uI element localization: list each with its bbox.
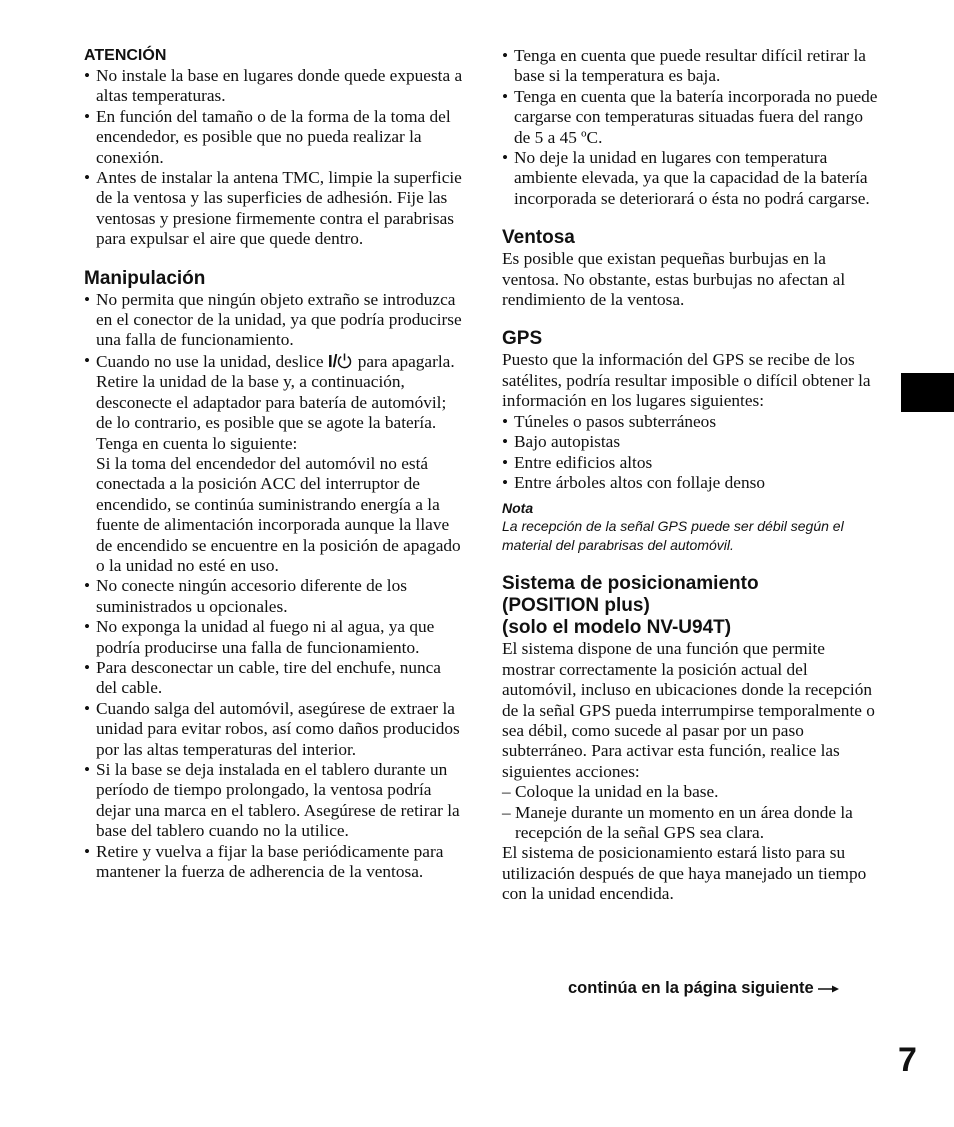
continue-text: continúa en la página siguiente (568, 979, 814, 997)
section-tab-marker (901, 373, 954, 412)
power-icon (337, 353, 352, 369)
sistema-heading-line3: (solo el modelo NV-U94T) (502, 617, 732, 639)
list-item: – Maneje durante un momento en un área donde la recepción de la señal GPS sea clara. (502, 803, 882, 844)
list-item: • Cuando salga del automóvil, asegúrese de extraer la unidad para evitar robos, así como daños producidos por las altas temperaturas del interior. (84, 699, 464, 760)
list-item: • En función del tamaño o de la forma de la toma del encendedor, es posible que no pueda realizar la conexión. (84, 107, 464, 168)
sistema-heading (502, 573, 882, 639)
power-switch-label: I/ (327, 350, 338, 371)
gps-text: Puesto que la información del GPS se recibe de los satélites, podría resultar imposible o difícil obtener la información en los lugares siguientes: (502, 350, 871, 411)
continue-indicator (568, 978, 840, 998)
list-item: • Retire y vuelva a fijar la base periódicamente para mantener la fuerza de adherencia de la ventosa. (84, 842, 464, 883)
list-item: • Tenga en cuenta que la batería incorporada no puede cargarse con temperaturas situadas fuera del rango de 5 a 45 ºC. (502, 87, 882, 148)
list-item: • Túneles o pasos subterráneos (502, 412, 882, 432)
ventosa-heading: Ventosa (502, 227, 575, 249)
note-title: Nota (502, 500, 534, 517)
list-item: • No permita que ningún objeto extraño se introduzca en el conector de la unidad, ya que podría producirse una falla de funcionamiento. (84, 290, 464, 351)
temperature-list (502, 46, 882, 209)
sistema-heading-line1: Sistema de posicionamiento (502, 573, 759, 595)
list-item: • Entre edificios altos (502, 453, 882, 473)
sistema-closing: El sistema de posicionamiento estará listo para su utilización después de que haya manejado un tiempo con la unidad encendida. (502, 843, 867, 904)
gps-list (502, 412, 882, 494)
list-item: • No conecte ningún accesorio diferente de los suministrados u opcionales. (84, 576, 464, 617)
atencion-heading: ATENCIÓN (84, 47, 167, 64)
power-item-text-before: Cuando no use la unidad, deslice (96, 351, 328, 371)
left-column (84, 46, 464, 882)
page-number: 7 (898, 1041, 917, 1079)
arrow-right-icon (818, 984, 840, 994)
list-item: • Antes de instalar la antena TMC, limpie la superficie de la ventosa y las superficies de adhesión. Fije las ventosas y presione firmemente contra el parabrisas para expulsar el aire que quede dentro. (84, 168, 464, 250)
sistema-text: El sistema dispone de una función que permite mostrar correctamente la posición actual del automóvil, incluso en ubicaciones donde la recepción de la señal GPS pueda interrumpirse temporalmente o sea débil, como sucede al pasar por un paso subterráneo. Para activar esta función, realice las siguientes acciones: (502, 639, 875, 781)
ventosa-text: Es posible que existan pequeñas burbujas en la ventosa. No obstante, estas burbujas no afectan al rendimiento de la ventosa. (502, 249, 846, 310)
gps-heading: GPS (502, 328, 543, 350)
sistema-heading-line2: (POSITION plus) (502, 595, 650, 617)
atencion-list (84, 66, 464, 250)
list-item: • Tenga en cuenta que puede resultar difícil retirar la base si la temperatura es baja. (502, 46, 882, 87)
power-item-subparagraph: Si la toma del encendedor del automóvil no está conectada a la posición ACC del interruptor de encendido, se continúa suministrando energía a la fuente de alimentación incorporada aunque la llave de encendido se encuentre en la posición de apagado o la unidad no esté en uso. (96, 453, 461, 575)
list-item: • No exponga la unidad al fuego ni al agua, ya que podría producirse una falla de funcionamiento. (84, 617, 464, 658)
sistema-steps (502, 782, 882, 843)
list-item: – Coloque la unidad en la base. (502, 782, 882, 802)
list-item: • Si la base se deja instalada en el tablero durante un período de tiempo prolongado, la ventosa podría dejar una marca en el tablero. Asegúrese de retirar la base del tablero cuando no la utilice. (84, 760, 464, 842)
list-item: • Entre árboles altos con follaje denso (502, 473, 882, 493)
note-text: La recepción de la señal GPS puede ser débil según el material del parabrisas del automóvil. (502, 518, 844, 554)
manipulacion-list (84, 290, 464, 883)
list-item-power (84, 351, 464, 576)
list-item: • Bajo autopistas (502, 432, 882, 452)
list-item: • No deje la unidad en lugares con temperatura ambiente elevada, ya que la capacidad de la batería incorporada se deteriorará o ésta no podrá cargarse. (502, 148, 882, 209)
right-column (502, 46, 882, 905)
list-item: • No instale la base en lugares donde quede expuesta a altas temperaturas. (84, 66, 464, 107)
manipulacion-heading: Manipulación (84, 267, 206, 289)
list-item: • Para desconectar un cable, tire del enchufe, nunca del cable. (84, 658, 464, 699)
power-item-text-after: para apagarla. Retire la unidad de la base y, a continuación, desconecte el adaptador para batería de automóvil; de lo contrario, es posible que se agote la batería. Tenga en cuenta lo siguiente: (96, 351, 455, 453)
